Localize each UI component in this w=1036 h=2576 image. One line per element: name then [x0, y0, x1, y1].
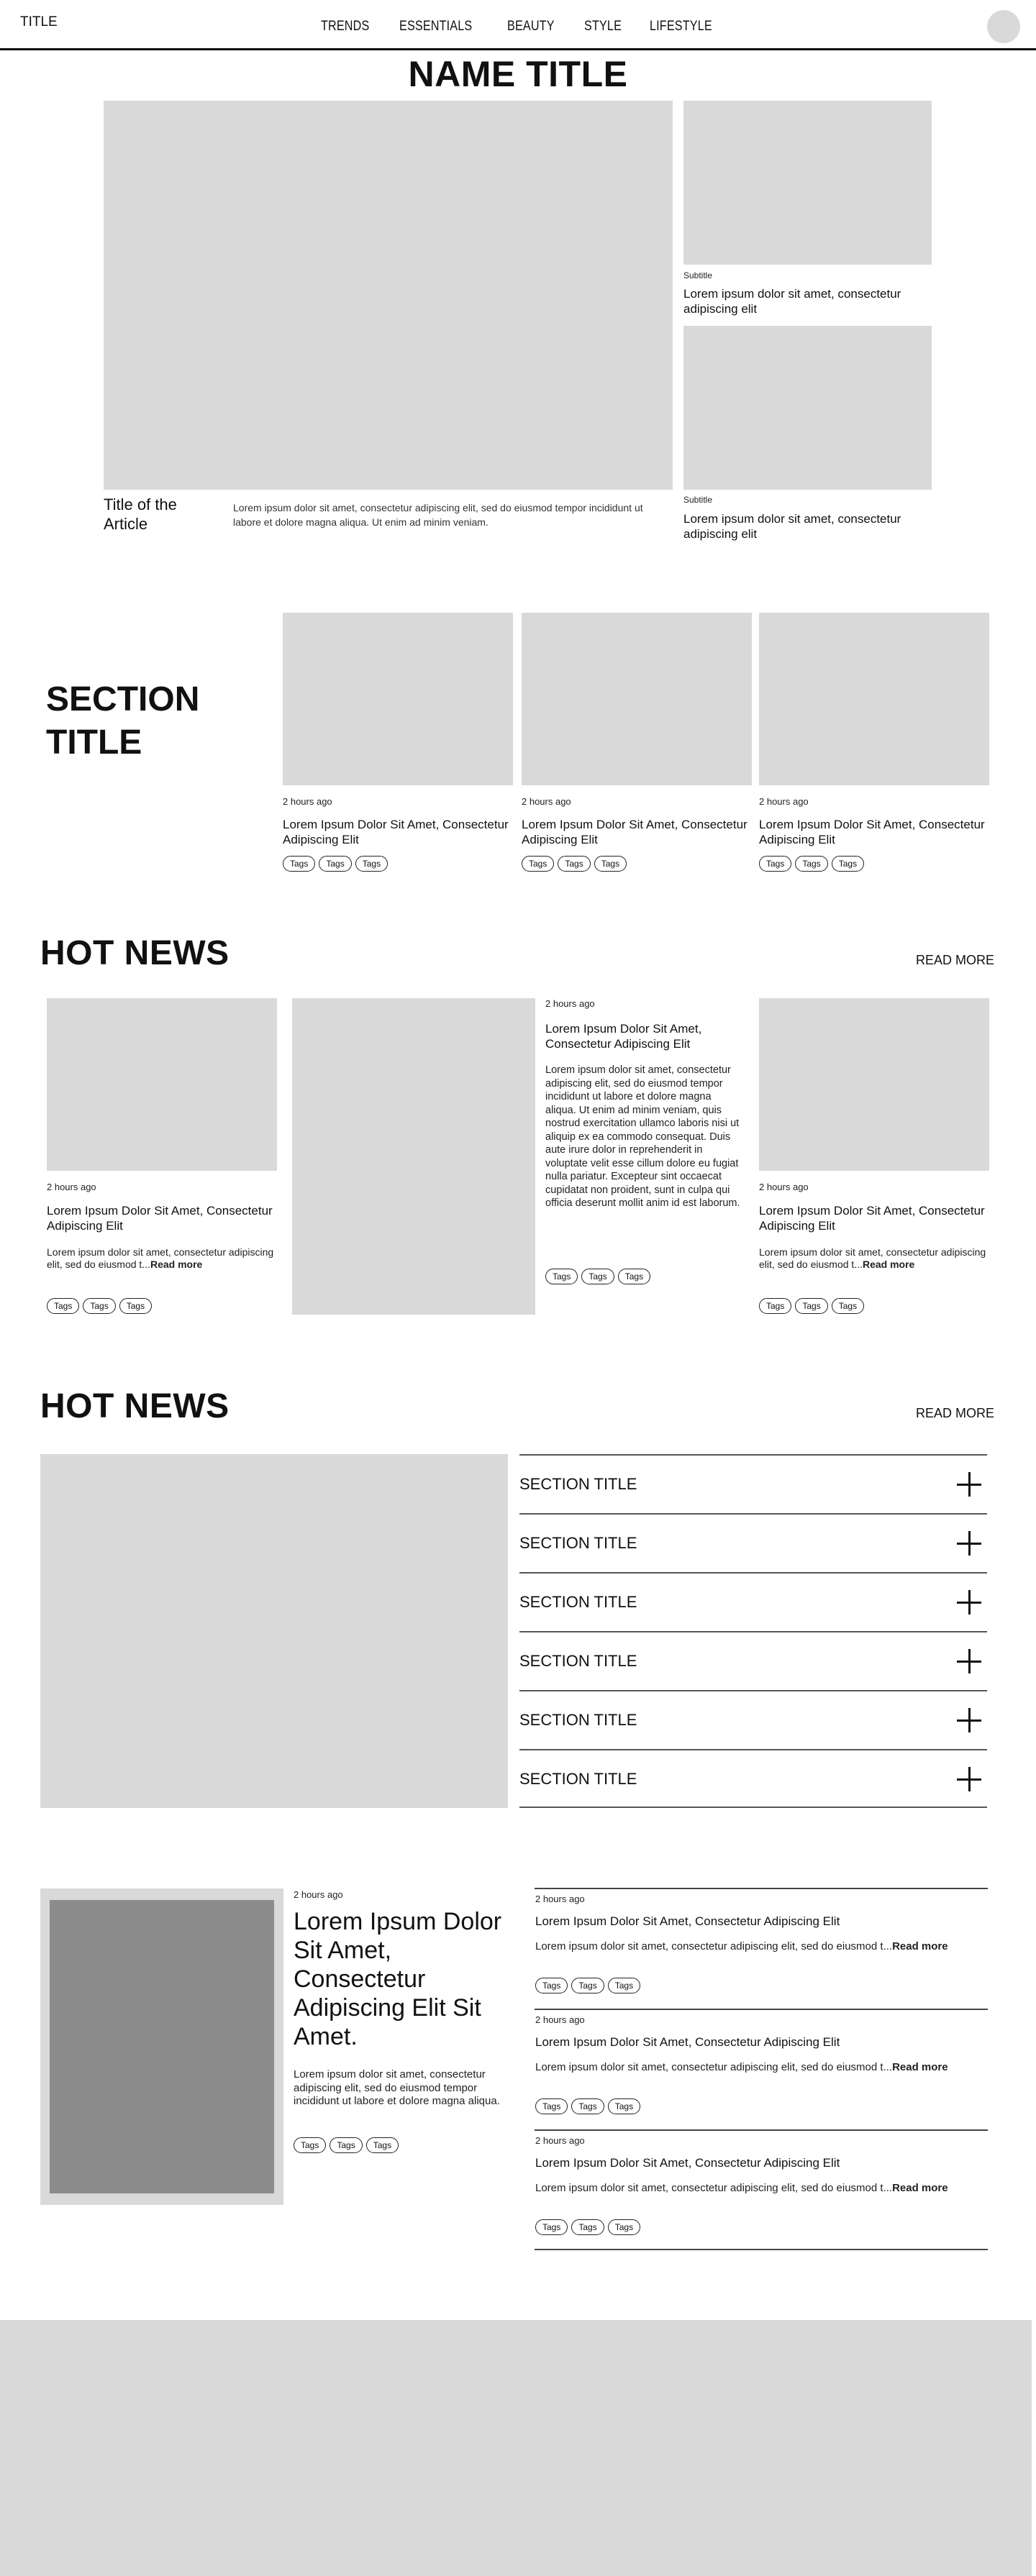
- list-item-excerpt: [535, 2061, 981, 2073]
- read-more-inline[interactable]: Read more: [892, 2182, 948, 2194]
- tag[interactable]: Tags: [545, 1269, 578, 1284]
- hot-news-time-3: 2 hours ago: [759, 1182, 809, 1192]
- tag[interactable]: Tags: [618, 1269, 650, 1284]
- featured-headline[interactable]: Lorem Ipsum Dolor Sit Amet, Consectetur Adipiscing Elit Sit Amet.: [294, 1908, 502, 2050]
- featured-image[interactable]: [50, 1900, 274, 2193]
- tag[interactable]: Tags: [795, 1298, 827, 1314]
- avatar[interactable]: [987, 10, 1020, 43]
- list-item: [535, 1888, 988, 2009]
- plus-icon[interactable]: [957, 1649, 981, 1673]
- tag[interactable]: Tags: [283, 856, 315, 872]
- tag[interactable]: Tags: [795, 856, 827, 872]
- tag[interactable]: Tags: [535, 2219, 568, 2235]
- list-item: [535, 2009, 988, 2129]
- section-card-time-2: 2 hours ago: [522, 796, 571, 807]
- hero-side-text-2[interactable]: Lorem ipsum dolor sit amet, consectetur adipiscing elit: [683, 512, 901, 541]
- hot-news-image-2[interactable]: [292, 998, 535, 1315]
- accordion-label: SECTION TITLE: [519, 1534, 637, 1552]
- excerpt-text: Lorem ipsum dolor sit amet, consectetur adipiscing elit, sed do eiusmod t...: [535, 2061, 893, 2073]
- nav-item-style[interactable]: STYLE: [583, 19, 622, 34]
- accordion-label: SECTION TITLE: [519, 1652, 637, 1670]
- tag[interactable]: Tags: [522, 856, 554, 872]
- nav-item-trends[interactable]: TRENDS: [321, 19, 370, 34]
- excerpt-text: Lorem ipsum dolor sit amet, consectetur adipiscing elit, sed do eiusmod t...: [759, 1246, 986, 1270]
- tag[interactable]: Tags: [832, 1298, 864, 1314]
- featured-tags: [294, 2137, 402, 2153]
- tag[interactable]: Tags: [294, 2137, 326, 2153]
- hero-side-subtitle-1: Subtitle: [683, 270, 713, 280]
- read-more-inline[interactable]: Read more: [862, 1259, 915, 1270]
- tag[interactable]: Tags: [366, 2137, 399, 2153]
- section-card-title-3[interactable]: Lorem Ipsum Dolor Sit Amet, Consectetur Adipiscing Elit: [759, 818, 985, 846]
- tag[interactable]: Tags: [571, 2219, 604, 2235]
- list-item-title[interactable]: Lorem Ipsum Dolor Sit Amet, Consectetur Adipiscing Elit: [535, 2035, 840, 2049]
- read-more-inline[interactable]: Read more: [892, 1940, 948, 1952]
- site-logo[interactable]: TITLE: [20, 14, 58, 29]
- tag[interactable]: Tags: [558, 856, 590, 872]
- excerpt-text: Lorem ipsum dolor sit amet, consectetur adipiscing elit, sed do eiusmod t...: [535, 1940, 893, 1952]
- site-header: [0, 0, 1036, 50]
- tag[interactable]: Tags: [47, 1298, 79, 1314]
- list-item-excerpt: [535, 2182, 981, 2194]
- hero-side-subtitle-2: Subtitle: [683, 495, 713, 505]
- tag[interactable]: Tags: [581, 1269, 614, 1284]
- hot-news-time-2: 2 hours ago: [545, 998, 595, 1009]
- nav-item-beauty[interactable]: BEAUTY: [506, 19, 555, 34]
- hot-news-image-1[interactable]: [47, 998, 277, 1171]
- list-item-tags: [535, 2098, 644, 2114]
- list-item: [535, 2129, 988, 2250]
- tag[interactable]: Tags: [608, 2219, 640, 2235]
- section-card-image-3[interactable]: [759, 613, 989, 785]
- nav-item-lifestyle[interactable]: LIFESTYLE: [649, 19, 712, 34]
- hot-news-tags-3: [759, 1298, 868, 1314]
- tag[interactable]: Tags: [759, 1298, 791, 1314]
- section-card-title-2[interactable]: Lorem Ipsum Dolor Sit Amet, Consectetur Adipiscing Elit: [522, 818, 748, 846]
- list-item-time: 2 hours ago: [535, 1894, 585, 1904]
- accordion-label: SECTION TITLE: [519, 1711, 637, 1729]
- read-more-inline[interactable]: Read more: [892, 2061, 948, 2073]
- site-footer: [0, 2320, 1032, 2576]
- hero-article-title[interactable]: Title of the Article: [104, 495, 177, 533]
- nav-item-essentials[interactable]: ESSENTIALS: [399, 19, 473, 34]
- section-card-image-2[interactable]: [522, 613, 752, 785]
- featured-time: 2 hours ago: [294, 1889, 343, 1900]
- tag[interactable]: Tags: [535, 2098, 568, 2114]
- hot-news-body-2: Lorem ipsum dolor sit amet, consectetur adipiscing elit, sed do eiusmod tempor incididunt ut labore et dolore magna aliqua. Ut enim ad minim veniam, quis nostrud exercitation ullamco laboris nisi ut aliquip ex ea commodo consequat. Duis aute irure dolor in reprehenderit in voluptate velit esse cillum dolore eu fugiat nulla pariatur. Excepteur sint occaecat cupidatat non proident, sunt in culpa qui officia deserunt mollit anim id est laborum.: [545, 1064, 740, 1209]
- list-item-title[interactable]: Lorem Ipsum Dolor Sit Amet, Consectetur Adipiscing Elit: [535, 1914, 840, 1928]
- excerpt-text: Lorem ipsum dolor sit amet, consectetur adipiscing elit, sed do eiusmod t...: [535, 2182, 893, 2194]
- list-item-excerpt: [535, 1940, 981, 1952]
- list-item-tags: [535, 1978, 644, 1993]
- featured-excerpt: Lorem ipsum dolor sit amet, consectetur adipiscing elit, sed do eiusmod tempor incididunt ut labore et dolore magna aliqua.: [294, 2068, 500, 2107]
- tag[interactable]: Tags: [594, 856, 627, 872]
- tag[interactable]: Tags: [608, 2098, 640, 2114]
- accordion-item-6[interactable]: [519, 1749, 987, 1808]
- tag[interactable]: Tags: [832, 856, 864, 872]
- tag[interactable]: Tags: [83, 1298, 115, 1314]
- hot-news-headline-1[interactable]: Lorem Ipsum Dolor Sit Amet, Consectetur Adipiscing Elit: [47, 1204, 273, 1233]
- section-card-image-1[interactable]: [283, 613, 513, 785]
- section-card-tags-2: [522, 856, 630, 872]
- read-more-inline[interactable]: Read more: [150, 1259, 203, 1270]
- accordion-label: SECTION TITLE: [519, 1770, 637, 1788]
- read-more-link[interactable]: READ MORE: [916, 953, 995, 967]
- tag[interactable]: Tags: [608, 1978, 640, 1993]
- accordion-item-4[interactable]: [519, 1631, 987, 1690]
- hero-article-desc: Lorem ipsum dolor sit amet, consectetur adipiscing elit, sed do eiusmod tempor incididunt ut labore et dolore magna aliqua. Ut enim ad minim veniam.: [233, 502, 643, 528]
- hero-side-image-1[interactable]: [683, 101, 932, 265]
- tag[interactable]: Tags: [571, 1978, 604, 1993]
- plus-icon[interactable]: [957, 1472, 981, 1497]
- accordion-label: SECTION TITLE: [519, 1475, 637, 1493]
- section-card-tags-1: [283, 856, 391, 872]
- hot-news-excerpt-3: [759, 1246, 989, 1271]
- hero-image[interactable]: [104, 101, 673, 490]
- hot-news-headline-2[interactable]: Lorem Ipsum Dolor Sit Amet, Consectetur Adipiscing Elit: [545, 1022, 702, 1051]
- hot-news-title: HOT NEWS: [40, 934, 230, 972]
- section-card-time-3: 2 hours ago: [759, 796, 809, 807]
- page-title: NAME TITLE: [408, 54, 628, 94]
- hot-news-tags-2: [545, 1269, 654, 1284]
- tag[interactable]: Tags: [319, 856, 351, 872]
- accordion-label: SECTION TITLE: [519, 1593, 637, 1611]
- main-nav: [321, 19, 723, 35]
- section-card-title-1[interactable]: Lorem Ipsum Dolor Sit Amet, Consectetur Adipiscing Elit: [283, 818, 509, 846]
- hot-news-feature-image[interactable]: [40, 1454, 508, 1808]
- read-more-link-2[interactable]: READ MORE: [916, 1406, 995, 1420]
- hot-news-image-3[interactable]: [759, 998, 989, 1171]
- hot-news-time-1: 2 hours ago: [47, 1182, 96, 1192]
- plus-icon[interactable]: [957, 1590, 981, 1614]
- tag[interactable]: Tags: [759, 856, 791, 872]
- excerpt-text: Lorem ipsum dolor sit amet, consectetur adipiscing elit, sed do eiusmod t...: [47, 1246, 274, 1270]
- plus-icon[interactable]: [957, 1531, 981, 1556]
- tag[interactable]: Tags: [330, 2137, 362, 2153]
- tag[interactable]: Tags: [119, 1298, 152, 1314]
- list-item-time: 2 hours ago: [535, 2014, 585, 2025]
- tag[interactable]: Tags: [571, 2098, 604, 2114]
- tag[interactable]: Tags: [355, 856, 388, 872]
- hot-news-title-2: HOT NEWS: [40, 1387, 230, 1425]
- hero-side-image-2[interactable]: [683, 326, 932, 490]
- hot-news-tags-1: [47, 1298, 155, 1314]
- tag[interactable]: Tags: [535, 1978, 568, 1993]
- section-card-time-1: 2 hours ago: [283, 796, 332, 807]
- plus-icon[interactable]: [957, 1767, 981, 1791]
- section-title: SECTION TITLE: [46, 680, 200, 762]
- hot-news-headline-3[interactable]: Lorem Ipsum Dolor Sit Amet, Consectetur Adipiscing Elit: [759, 1204, 985, 1233]
- accordion-item-2[interactable]: [519, 1513, 987, 1572]
- list-item-title[interactable]: Lorem Ipsum Dolor Sit Amet, Consectetur Adipiscing Elit: [535, 2156, 840, 2170]
- accordion-item-1[interactable]: [519, 1454, 987, 1513]
- plus-icon[interactable]: [957, 1708, 981, 1732]
- list-item-tags: [535, 2219, 644, 2235]
- list-item-time: 2 hours ago: [535, 2135, 585, 2146]
- hot-news-excerpt-1: [47, 1246, 277, 1271]
- hero-side-text-1[interactable]: Lorem ipsum dolor sit amet, consectetur adipiscing elit: [683, 287, 901, 316]
- accordion-item-3[interactable]: [519, 1572, 987, 1631]
- accordion-item-5[interactable]: [519, 1690, 987, 1749]
- section-card-tags-3: [759, 856, 868, 872]
